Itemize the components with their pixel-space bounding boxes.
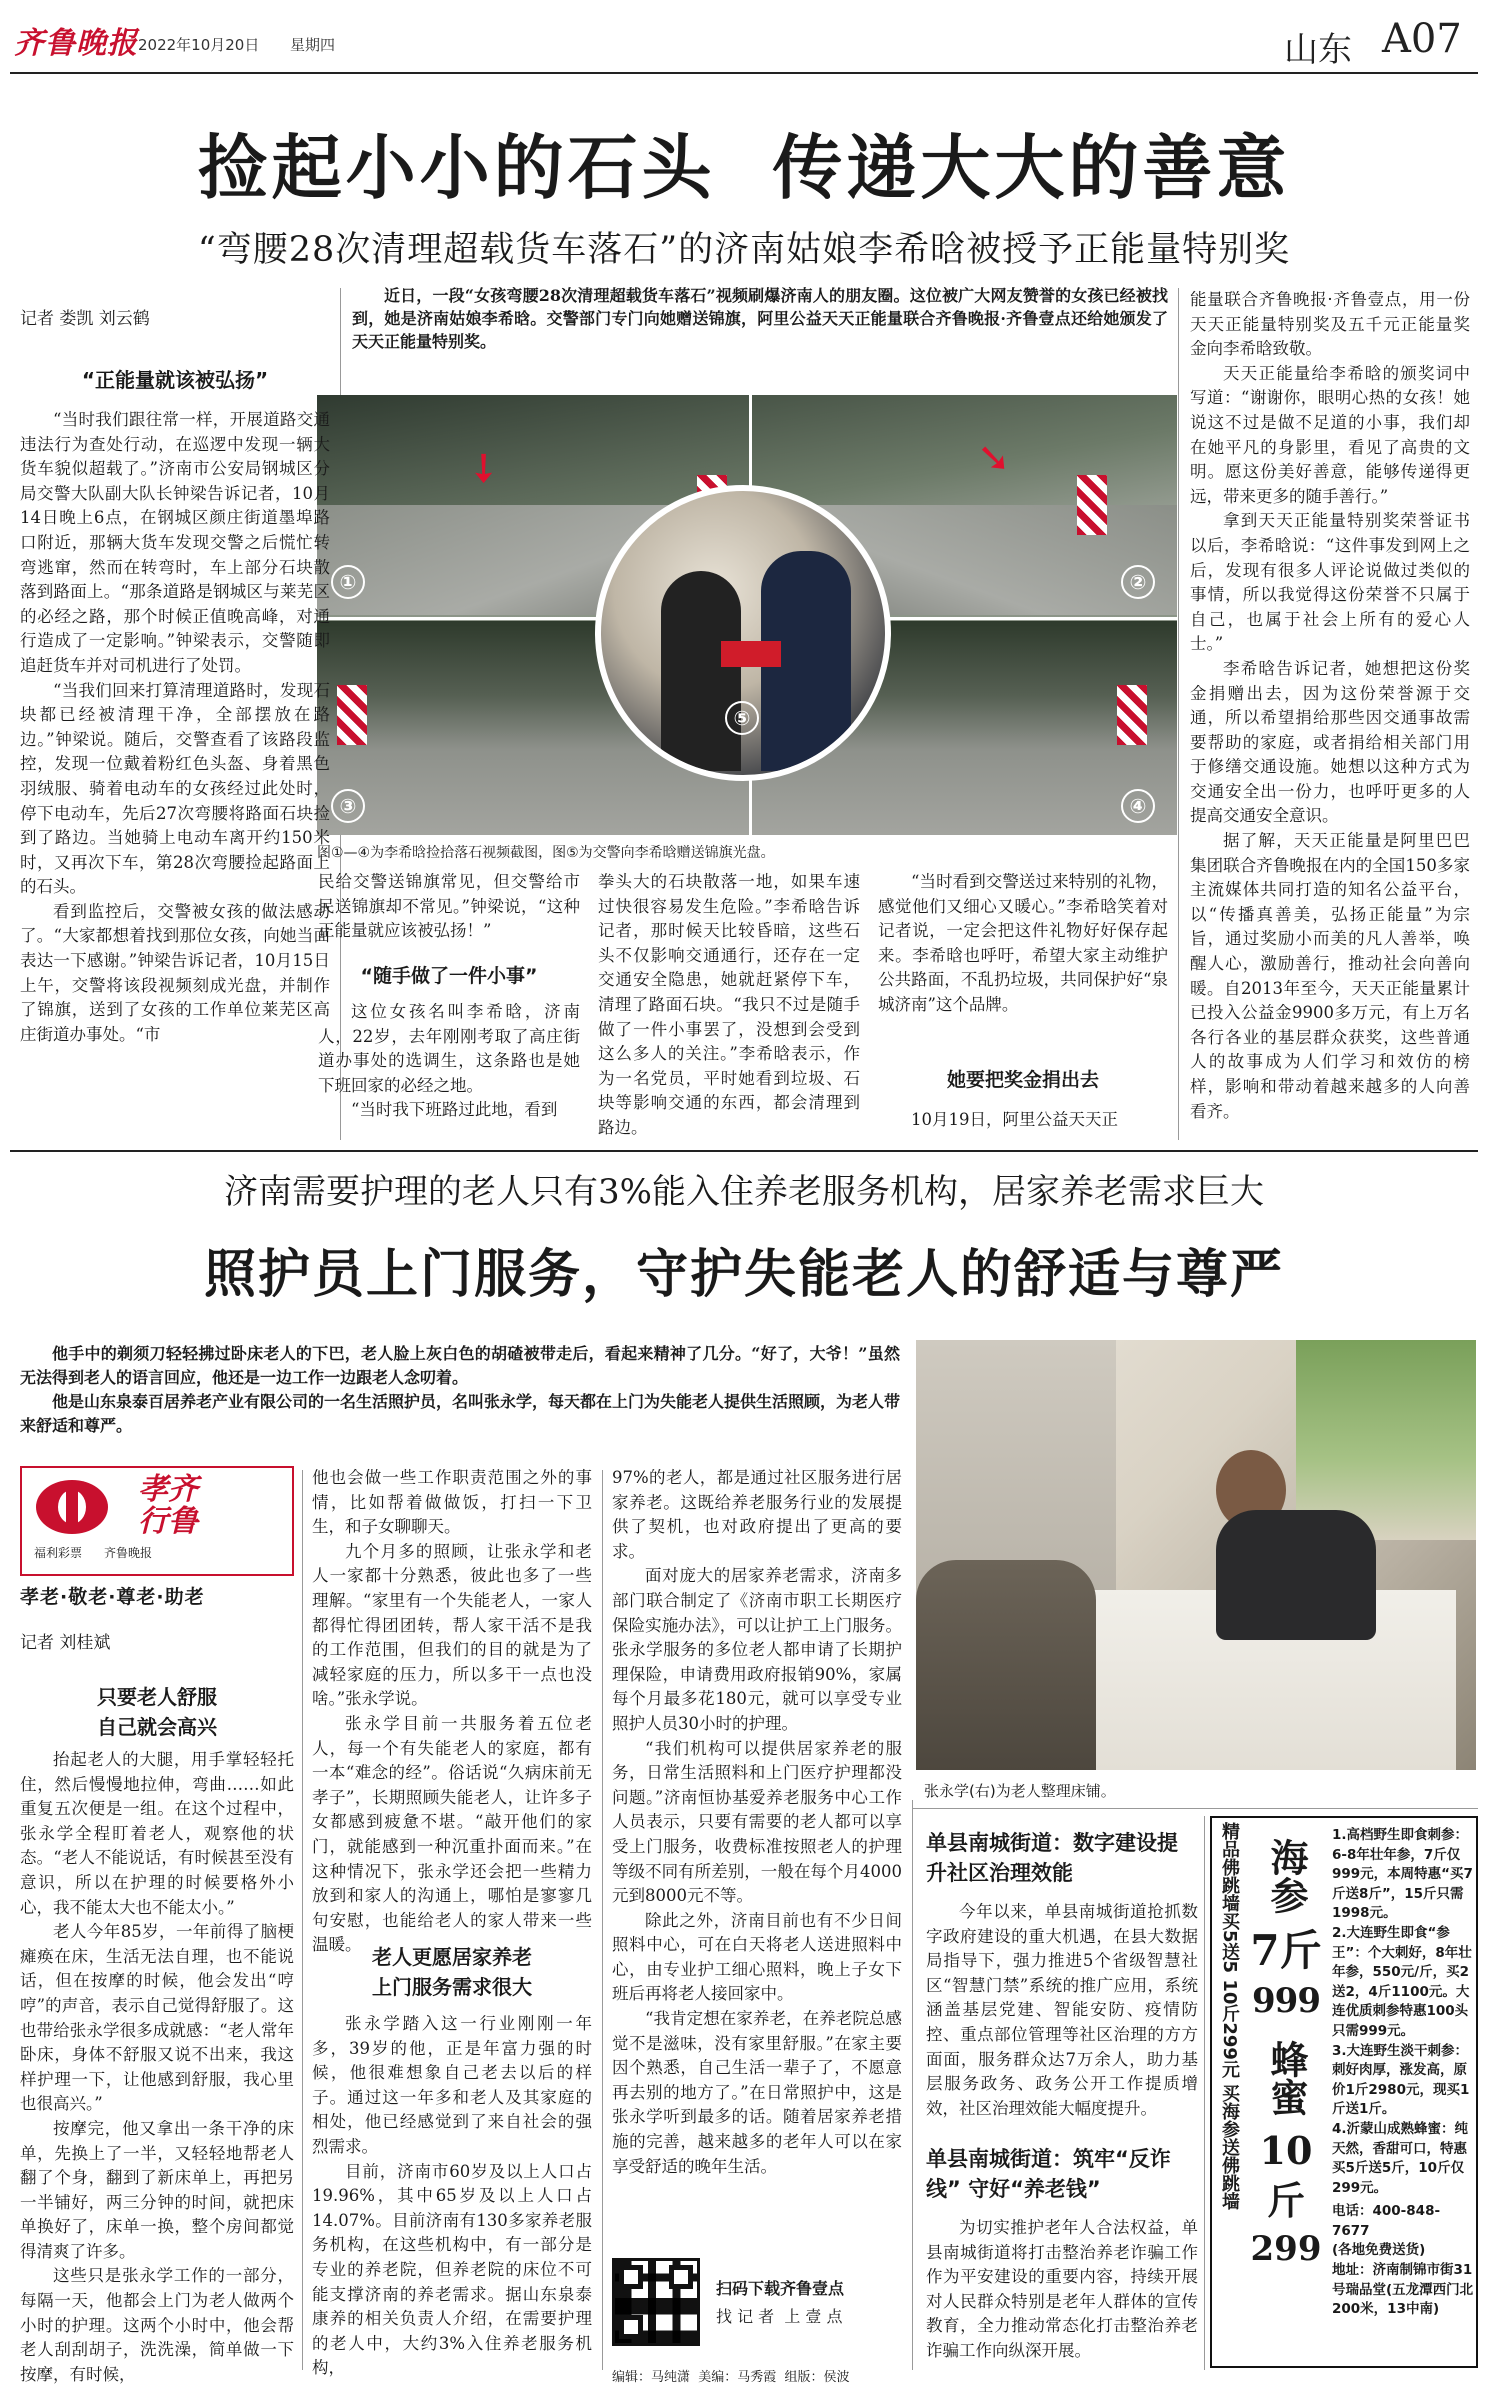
story2-logo-motto: 孝老·敬老·尊老·助老 [20, 1586, 205, 1608]
masthead-page-number: A07 [1382, 16, 1462, 62]
story1-col4b: 10月19日，阿里公益天天正 [911, 1110, 1118, 1129]
ad-phone[interactable]: 电话：400-848-7677 [1332, 2203, 1441, 2239]
story1-col3: 拳头大的石块散落一地，如果车速过快很容易发生危险。”李希晗告诉记者，那时候天比较昏暗，这些石头不仅影响交通通行，还存在一定交通安全隐患，她就赶紧停下车，清理了路面石块。“我只不过是随手做了一件小事罢了，没想到会受到这么多人的关注。”李希晗表示，作为一名党员，平时她看到垃圾、石块等影响交通的东西，都会清理到路边。 [598, 872, 860, 1137]
story1-lead-text: 近日，一段“女孩弯腰28次清理超载货车落石”视频刷爆济南人的朋友圈。这位被广大网友赞誉的女孩已经被找到，她是济南姑娘李希晗。交警部门专门向她赠送锦旗，阿里公益天天正能量联合齐鲁晚报·齐鲁壹点还给她颁发了天天正能量特别奖。 [352, 286, 1168, 351]
story3-body1: 今年以来，单县南城街道抢抓数字政府建设的重大机遇，在县大数据局指导下，强力推进5个省级智慧社区“智慧门禁”系统的推广应用，系统涵盖基层党建、智能安防、疫情防控、重点部位管理等社区治理的方方面面，服务群众达7万余人，助力基层服务政务、政务公开工作提质增效，社区治理效能大幅度提升。 [926, 1902, 1198, 2118]
ad-items: 1.高档野生即食刺参：6-8年壮年参，7斤仅999元，本周特惠“买7斤送8斤”，15斤只需1998元。 2.大连野生即食“参王”：个大刺好，8年壮年参，550元/斤，买2送2，4斤1100元。大连优质刺参特惠100头只需999元。 3.大连野生淡干刺参：刺好肉厚，涨发高，原价1斤2980元，现买1斤送1斤。 4.沂蒙山成熟蜂蜜：纯天然，香甜可口，特惠买5斤送5斤，10斤仅299元。 电话：400-848-7677 (各地免费送货) 地址：济南制锦市街31号瑞品堂(五龙潭西门北200米，13中南) [1332, 1827, 1474, 2318]
story1-subheadline: “弯腰28次清理超载货车落石”的济南姑娘李希晗被授予正能量特别奖 [197, 230, 1291, 270]
story1-col1: “当时我们跟往常一样，开展道路交通违法行为查处行动，在巡逻中发现一辆大货车貌似超载了。”济南市公安局钢城区分局交警大队副大队长钟梁告诉记者，10月14日晚上6点，在钢城区颜庄街道墨埠路口附近，那辆大货车发现交警之后慌忙转弯逃窜，然而在转弯时，车上部分石块散落到路面上。“那条道路是钢城区与莱芜区的必经之路，那个时候正值晚高峰，对通行造成了一定影响。”钟梁表示，交警随即追赶货车并对司机进行了处罚。 “当我们回来打算清理道路时，发现石块都已经被清理干净，全部摆放在路边。”钟梁说。随后，交警查看了该路段监控，发现一位戴着粉红色头盔、身着黑色羽绒服、骑着电动车的女孩经过此处时，停下电动车，先后27次弯腰将路面石块捡到了路边。当她骑上电动车离开约150米时，又再次下车，第28次弯腰捡起路面上的石头。 看到监控后，交警被女孩的做法感动了。“大家都想着找到那位女孩，向她当面表达一下感谢。”钟梁告诉记者，10月15日上午，交警将该段视频刻成光盘，并制作了锦旗，送到了女孩的工作单位莱芜区高庄街道办事处。“市 [20, 410, 330, 1044]
story3-headline2: 单县南城街道：筑牢“反诈线” 守好“养老钱” [926, 2147, 1171, 2201]
story1-center-photo [595, 485, 891, 781]
qr-text-2: 找 记 者 上 壹 点 [716, 2307, 843, 2326]
story1-lead [352, 284, 1168, 353]
photo-label-5: ⑤ [725, 701, 759, 735]
page-credits: 编辑：马纯潇 美编：马秀霞 组版：侯波 [612, 2370, 850, 2385]
masthead-weekday: 星期四 [290, 36, 336, 54]
masthead-logo: 齐鲁晚报 [14, 26, 138, 61]
story2-column-logo: 孝齐行鲁 福利彩票 齐鲁晚报 [20, 1466, 294, 1576]
masthead-rule [10, 72, 1478, 74]
story2-col2b: 张永学踏入这一行业刚刚一年多，39岁的他，正是年富力强的时候，他很难想象自己老去以后的样子。通过这一年多和老人及其家庭的相处，他已经感觉到了来自社会的强烈需求。 目前，济南市60岁及以上人口占19.96%，其中65岁及以上人口占14.07%。目前济南有130多家养老服务机构，在这些机构中，有一部分是专业的养老院，但养老院的床位不可能支撑济南的养老需求。据山东泉泰康养的相关负责人介绍，在需要护理的老人中，大约3%入住养老服务机构， [312, 2014, 592, 2378]
story1-col4: “当时看到交警送过来特别的礼物，感觉他们又细心又暖心。”李希晗笑着对记者说，一定会把这件礼物好好保存起来。李希晗也呼吁，希望大家主动维护公共路面，不乱扔垃圾，共同保护好“泉城济南”这个品牌。 [878, 872, 1168, 1014]
story1-byline: 记者 娄凯 刘云鹤 [20, 309, 150, 329]
story-separator [10, 1150, 1478, 1152]
photo-label-3: ③ [331, 789, 365, 823]
story1-col2: 民给交警送锦旗常见，但交警给市民送锦旗却不常见。”钟梁说，“这种正能量就应该被弘扬！” [318, 872, 580, 941]
story2-col1-head: 只要老人舒服 自己就会高兴 [97, 1685, 217, 1739]
story1-col5: 能量联合齐鲁晚报·齐鲁壹点，用一份天天正能量特别奖及五千元正能量奖金向李希晗致敬。 天天正能量给李希晗的颁奖词中写道：“谢谢你，眼明心热的女孩！她说这不过是做不足道的小事，我们却在她平凡的身影里，看见了高贵的文明。愿这份美好善意，能够传递得更远，带来更多的随手善行。” 拿到天天正能量特别奖荣誉证书以后，李希晗说：“这件事发到网上之后，发现有很多人评论说做过类似的事情，所以我觉得这份荣誉不只属于自己，也属于社会上所有的爱心人士。” 李希晗告诉记者，她想把这份奖金捐赠出去，因为这份荣誉源于交通，所以希望捐给那些因交通事故需要帮助的家庭，或者捐给相关部门用于修缮交通设施。她想以这种方式为交通安全出一份力，也呼吁更多的人提高交通安全意识。 据了解，天天正能量是阿里巴巴集团联合齐鲁晚报在内的全国150多家主流媒体共同打造的知名公益平台，以“传播真善美，弘扬正能量”为宗旨，通过奖励小而美的凡人善举，唤醒人心，激励善行，推动社会向善向暖。自2013年至今，天天正能量累计已投入公益金9900多万元，有上万名各行各业的基层群众获奖，这些普通人的故事成为人们学习和效仿的榜样，影响和带动着越来越多的人向善看齐。 [1190, 290, 1470, 1121]
qr-text-1: 扫码下载齐鲁壹点 [716, 2279, 845, 2298]
story2-byline: 记者 刘桂斌 [20, 1633, 111, 1653]
qr-code[interactable] [612, 2258, 700, 2346]
ad-block: 精品佛跳墙买5送5 10斤299元 买海参送佛跳墙 海参 7斤 999 蜂蜜 10斤 299 1.高档野生即食刺参：6-8年壮年参，7斤仅999元，本周特惠“买7斤送8斤”，15斤只需1998元。 2.大连野生即食“参王”：个大刺好，8年壮年参，550元/斤，买2送2，4斤1100元。大连优质刺参特惠100头只需999元。 3.大连野生淡干刺参：刺好肉厚，涨发高，原价1斤2980元，现买1斤送1斤。 4.沂蒙山成熟蜂蜜：纯天然，香甜可口，特惠买5斤送5斤，10斤仅299元。 电话：400-848-7677 (各地免费送货) 地址：济南制锦市街31号瑞品堂(五龙潭西门北200米，13中南) [1210, 1816, 1478, 2368]
story1-photo-caption: 图①—④为李希晗捡拾落石视频截图，图⑤为交警向李希晗赠送锦旗光盘。 [317, 845, 775, 861]
arrow-icon: ➘ [455, 439, 512, 497]
story2-headline: 照护员上门服务，守护失能老人的舒适与尊严 [203, 1244, 1284, 1305]
story1-col2b: 这位女孩名叫李希晗，济南人，22岁，去年刚刚考取了高庄街道办事处的选调生，这条路也是她下班回家的必经之地。 “当时我下班路过此地，看到 [318, 1002, 580, 1120]
story3-body2: 为切实推护老年人合法权益，单县南城街道将打击整治养老诈骗工作作为平安建设的重要内容，持续开展对人民群众特别是老年人群体的宣传教育，全力推动常态化打击整治养老诈骗工作向纵深开展。 [926, 2218, 1198, 2360]
ad-side-text: 精品佛跳墙买5送5 10斤299元 买海参送佛跳墙 [1219, 1822, 1240, 2211]
story1-col1-head: “正能量就该被弘扬” [81, 368, 269, 392]
story2-col3: 97%的老人，都是通过社区服务进行居家养老。这既给养老服务行业的发展提供了契机，也对政府提出了更高的要求。 面对庞大的居家养老需求，济南多部门联合制定了《济南市职工长期医疗保险实施办法》，可以让护工上门服务。张永学服务的多位老人都申请了长期护理保险，申请费用政府报销90%，家属每个月最多花180元，就可以享受专业照护人员30小时的护理。 “我们机构可以提供居家养老的服务，日常生活照料和上门医疗护理都没问题。”济南恒协基爱养老服务中心工作人员表示，只要有需要的老人都可以享受上门服务，收费标准按照老人的护理等级不同有所差别，一般在每个月4000元到8000元不等。 除此之外，济南目前也有不少日间照料中心，可在白天将老人送进照料中心，由专业护工细心照料，晚上子女下班后再将老人接回家中。 “我肯定想在家养老，在养老院总感觉不是滋味，没有家里舒服。”在家主要因个熟悉，自己生活一辈子了，不愿意再去别的地方了。”在日常照护中，这是张永学听到最多的话。随着居家养老措施的完善，越来越多的老年人可以在家享受舒适的晚年生活。 [612, 1468, 902, 2176]
photo-label-4: ④ [1121, 789, 1155, 823]
column-logo-text: 孝齐行鲁 [138, 1472, 198, 1539]
masthead-date: 2022年10月20日 [138, 36, 260, 54]
story2-col2: 他也会做一些工作职责范围之外的事情，比如帮着做做饭，打扫一下卫生，和子女聊聊天。 九个月多的照顾，让张永学和老人一家都十分熟悉，彼此也多了一些理解。“家里有一个失能老人，一家人都得忙得团团转，帮人家干活不是我的工作范围，但我们的目的就是为了减轻家庭的压力，所以多干一点也没啥。”张永学说。 张永学目前一共服务着五位老人，每一个有失能老人的家庭，都有一本“难念的经”。俗话说“久病床前无孝子”，长期照顾失能老人，让许多子女都感到疲惫不堪。“敲开他们的家门，就能感到一种沉重扑面而来。”在这种情况下，张永学还会把一些精力放到和家人的沟通上，哪怕是寥寥几句安慰，也能给老人的家人带来一些温暖。 [312, 1468, 592, 1955]
lottery-logo-icon [36, 1480, 108, 1534]
story2-photo [916, 1340, 1476, 1770]
story1-col4-head: 她要把奖金捐出去 [946, 1069, 1099, 1091]
story1-photo-collage [317, 395, 1177, 835]
photo-label-1: ① [331, 565, 365, 599]
story1-headline: 捡起小小的石头 传递大大的善意 [197, 126, 1291, 209]
masthead [0, 0, 1488, 80]
photo-label-2: ② [1121, 565, 1155, 599]
story1-col2-head: “随手做了一件小事” [360, 965, 538, 987]
story3-headline1: 单县南城街道：数字建设提升社区治理效能 [926, 1831, 1178, 1885]
masthead-section: 山东 [1284, 30, 1352, 70]
story2-kicker: 济南需要护理的老人只有3%能入住养老服务机构，居家养老需求巨大 [224, 1172, 1264, 1212]
story2-lead: 他手中的剃须刀轻轻拂过卧床老人的下巴，老人脸上灰白色的胡碴被带走后，看起来精神了几分。“好了，大爷！”虽然无法得到老人的语言回应，他还是一边工作一边跟老人念叨着。 他是山东泉泰百居养老产业有限公司的一名生活照护员，名叫张永学，每天都在上门为失能老人提供生活照顾，为老人带来舒适和尊严。 [20, 1344, 901, 1435]
arrow-icon: ➘ [977, 435, 1011, 481]
story2-col2-head: 老人更愿居家养老 上门服务需求很大 [372, 1945, 532, 1999]
story2-photo-caption: 张永学(右)为老人整理床铺。 [924, 1782, 1116, 1800]
story2-col1: 抬起老人的大腿，用手掌轻轻托住，然后慢慢地拉伸，弯曲……如此重复五次便是一组。在这个过程中，张永学全程盯着老人，观察他的状态。“老人不能说话，有时候甚至没有意识，所以在护理的时候要格外小心，我不能太大也不能太小。” 老人今年85岁，一年前得了脑梗瘫痪在床，生活无法自理，也不能说话，但在按摩的时候，他会发出“哼哼”的声音，表示自己觉得舒服了。这也带给张永学很多成就感：“老人常年卧床，身体不舒服又说不出来，我这样护理一下，让他感到舒服，我心里也很高兴。” 按摩完，他又拿出一条干净的床单，先换上了一半，又轻轻地帮老人翻了个身，翻到了新床单上，再把另一半铺好，两三分钟的时间，就把床单换好了，床单一换，整个房间都觉得清爽了许多。 这些只是张永学工作的一部分，每隔一天，他都会上门为老人做两个小时的护理。这两个小时中，他会帮老人刮刮胡子，洗洗澡，简单做一下按摩，有时候， [20, 1750, 294, 2384]
